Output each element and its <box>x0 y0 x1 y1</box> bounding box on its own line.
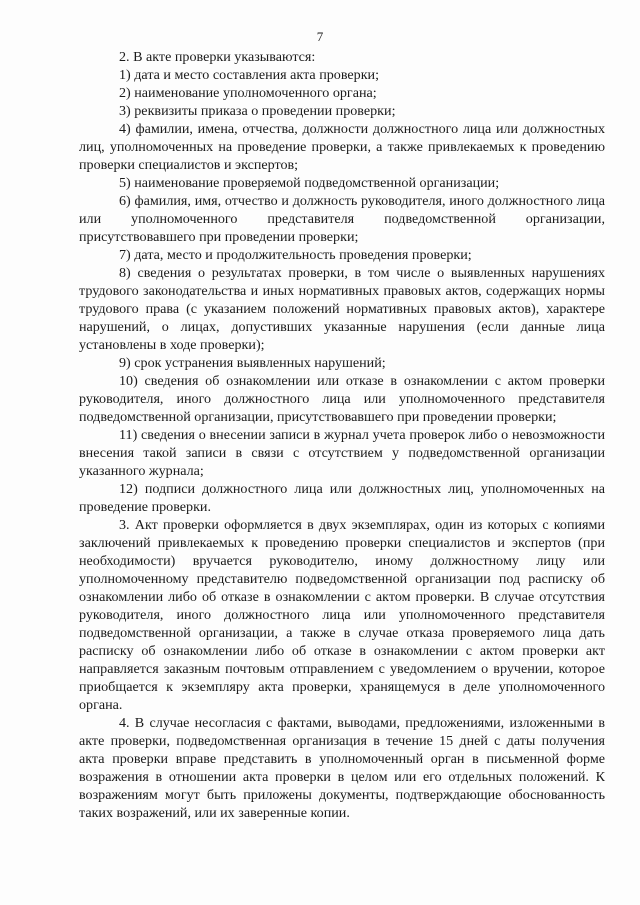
paragraph-subitem-3: 3) реквизиты приказа о проведении проверки; <box>119 103 396 119</box>
page-number: 7 <box>316 29 324 44</box>
paragraph-subitem-6: 6) фамилия, имя, отчество и должность руководителя, иного должностного лица или уполномоченного представителя подведомственной организации, присутствовавшего при проведении проверки; <box>79 193 605 245</box>
paragraph-subitem-9: 9) срок устранения выявленных нарушений; <box>119 355 386 371</box>
paragraph-subitem-7: 7) дата, место и продолжительность проведения проверки; <box>119 247 472 263</box>
paragraph-subitem-11: 11) сведения о внесении записи в журнал учета проверок либо о невозможности внесения такой записи в связи с отсутствием у подведомственной организации указанного журнала; <box>79 427 605 479</box>
paragraph-item-2-heading: 2. В акте проверки указываются: <box>119 49 316 65</box>
paragraph-subitem-10: 10) сведения об ознакомлении или отказе в ознакомлении с актом проверки руководителя, иного должностного лица или уполномоченного представителя подведомственной организации, присутствовавшего при проведении проверки; <box>79 373 605 425</box>
paragraph-subitem-12: 12) подписи должностного лица или должностных лиц, уполномоченных на проведение проверки. <box>79 481 605 515</box>
paragraph-item-4: 4. В случае несогласия с фактами, выводами, предложениями, изложенными в акте проверки, подведомственная организация в течение 15 дней с даты получения акта проверки вправе представить в уполномоченный орган в письменной форме возражения в отношении акта проверки в целом или его отдельных положений. К возражениям могут быть приложены документы, подтверждающие обоснованность таких возражений, или их заверенные копии. <box>79 715 605 821</box>
paragraph-subitem-4: 4) фамилии, имена, отчества, должности должностного лица или должностных лиц, уполномоченных на проведение проверки, а также привлекаемых к проведению проверки специалистов и экспертов; <box>79 121 605 173</box>
paragraph-subitem-2: 2) наименование уполномоченного органа; <box>119 85 377 101</box>
paragraph-item-3: 3. Акт проверки оформляется в двух экземплярах, один из которых с копиями заключений привлекаемых к проведению проверки специалистов и экспертов (при необходимости) вручается руководителю, иному должностному лицу или уполномоченному представителю подведомственной организации под расписку об ознакомлении либо об отказе в ознакомлении с актом проверки. В случае отсутствия руководителя, иного должностного лица или уполномоченного представителя подведомственной организации, а также в случае отказа проверяемого лица дать расписку об ознакомлении либо об отказе в ознакомлении с актом проверки акт направляется заказным почтовым отправлением с уведомлением о вручении, которое приобщается к экземпляру акта проверки, хранящемуся в деле уполномоченного органа. <box>79 517 605 713</box>
paragraph-subitem-1: 1) дата и место составления акта проверки; <box>119 67 380 83</box>
paragraph-subitem-8: 8) сведения о результатах проверки, в том числе о выявленных нарушениях трудового законодательства и иных нормативных правовых актов, содержащих нормы трудового права (с указанием положений нормативных правовых актов), характере нарушений, о лицах, допустивших указанные нарушения (если данные лица установлены в ходе проверки); <box>79 265 605 353</box>
document-body <box>79 48 605 822</box>
paragraph-subitem-5: 5) наименование проверяемой подведомственной организации; <box>119 175 500 191</box>
